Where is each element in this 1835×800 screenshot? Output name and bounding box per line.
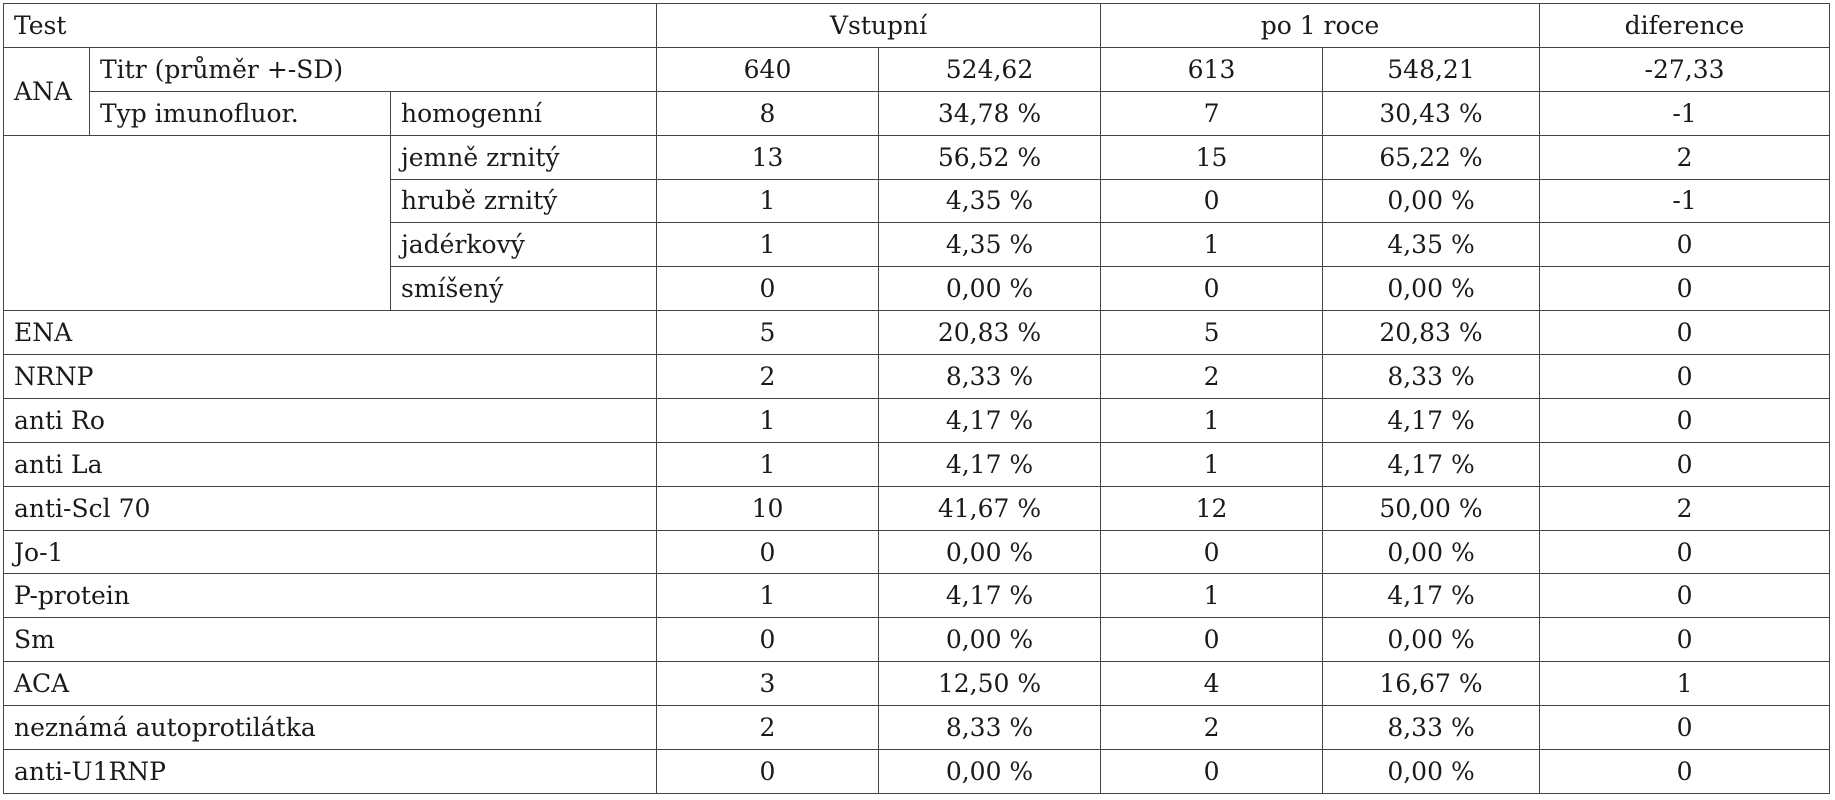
table-row [4,398,1830,442]
cell-po-1-roce-pct: 30,43 % [1323,91,1540,135]
cell-vstupni-pct: 12,50 % [879,662,1101,706]
cell-diference: 0 [1540,749,1830,793]
cell-po-1-roce-pct: 4,17 % [1323,442,1540,486]
header-row [4,4,1830,48]
cell-vstupni-n: 1 [657,398,879,442]
row-name: Sm [4,618,657,662]
cell-diference: 0 [1540,398,1830,442]
cell-diference: 0 [1540,618,1830,662]
cell-vstupni-pct: 56,52 % [879,135,1101,179]
header-vstupni: Vstupní [657,4,1101,48]
table-row [4,486,1830,530]
type-name: hrubě zrnitý [391,179,657,223]
cell-vstupni-pct: 4,17 % [879,398,1101,442]
type-name: jemně zrnitý [391,135,657,179]
titr-label: Titr (průměr +-SD) [90,47,657,91]
cell-po-1-roce-n: 0 [1101,749,1323,793]
type-name: jadérkový [391,223,657,267]
cell-vstupni-pct: 0,00 % [879,749,1101,793]
cell-vstupni-pct: 4,35 % [879,223,1101,267]
cell-po-1-roce-n: 4 [1101,662,1323,706]
type-name: smíšený [391,267,657,311]
table-row [4,442,1830,486]
cell-po-1-roce-n: 1 [1101,574,1323,618]
cell-po-1-roce-n: 1 [1101,398,1323,442]
cell-vstupni-n: 0 [657,749,879,793]
cell-vstupni-n: 0 [657,618,879,662]
table-row [4,749,1830,793]
cell-vstupni-pct: 0,00 % [879,530,1101,574]
row-name: neznámá autoprotilátka [4,706,657,750]
table-row [4,530,1830,574]
table-row [4,311,1830,355]
row-name: anti La [4,442,657,486]
cell-diference: 0 [1540,223,1830,267]
cell-vstupni-n: 1 [657,574,879,618]
cell-po-1-roce-n: 0 [1101,179,1323,223]
cell-vstupni-pct: 34,78 % [879,91,1101,135]
cell-diference: 0 [1540,442,1830,486]
table-row [4,91,1830,135]
row-name: anti Ro [4,398,657,442]
cell-po-1-roce-pct: 8,33 % [1323,706,1540,750]
table-row [4,662,1830,706]
cell-po-1-roce-pct: 4,35 % [1323,223,1540,267]
cell-po-1-roce-n: 15 [1101,135,1323,179]
cell-vstupni-pct: 0,00 % [879,267,1101,311]
row-name: Jo-1 [4,530,657,574]
table-row [4,135,1830,179]
cell-diference: 0 [1540,706,1830,750]
cell-po-1-roce-pct: 0,00 % [1323,749,1540,793]
cell-vstupni-pct: 4,17 % [879,442,1101,486]
cell-po-1-roce-n: 0 [1101,530,1323,574]
cell-po-1-roce-n: 613 [1101,47,1323,91]
row-name: P-protein [4,574,657,618]
cell-po-1-roce-n: 0 [1101,618,1323,662]
cell-vstupni-pct: 8,33 % [879,355,1101,399]
cell-vstupni-n: 5 [657,311,879,355]
empty-cell [4,135,391,311]
table-row [4,574,1830,618]
cell-po-1-roce-n: 1 [1101,442,1323,486]
cell-vstupni-n: 0 [657,267,879,311]
cell-vstupni-n: 0 [657,530,879,574]
cell-po-1-roce-pct: 0,00 % [1323,267,1540,311]
cell-diference: 0 [1540,355,1830,399]
row-name: anti-Scl 70 [4,486,657,530]
table-row [4,706,1830,750]
cell-po-1-roce-n: 0 [1101,267,1323,311]
row-name: anti-U1RNP [4,749,657,793]
cell-po-1-roce-n: 1 [1101,223,1323,267]
cell-po-1-roce-pct: 0,00 % [1323,530,1540,574]
cell-diference: 0 [1540,311,1830,355]
cell-vstupni-n: 2 [657,355,879,399]
table-row [4,618,1830,662]
cell-po-1-roce-pct: 8,33 % [1323,355,1540,399]
cell-vstupni-n: 1 [657,223,879,267]
typ-label: Typ imunofluor. [90,91,391,135]
cell-diference: 0 [1540,574,1830,618]
cell-diference: 0 [1540,267,1830,311]
row-name: ENA [4,311,657,355]
cell-vstupni-pct: 4,35 % [879,179,1101,223]
cell-po-1-roce-n: 5 [1101,311,1323,355]
cell-vstupni-pct: 0,00 % [879,618,1101,662]
cell-po-1-roce-pct: 4,17 % [1323,398,1540,442]
cell-vstupni-pct: 8,33 % [879,706,1101,750]
cell-vstupni-pct: 20,83 % [879,311,1101,355]
cell-po-1-roce-n: 2 [1101,355,1323,399]
cell-vstupni-pct: 41,67 % [879,486,1101,530]
cell-vstupni-n: 8 [657,91,879,135]
antibody-rows [4,311,1830,794]
cell-vstupni-n: 640 [657,47,879,91]
cell-diference: 2 [1540,486,1830,530]
type-name: homogenní [391,91,657,135]
cell-po-1-roce-pct: 0,00 % [1323,179,1540,223]
cell-vstupni-value: 524,62 [879,47,1101,91]
cell-po-1-roce-value: 548,21 [1323,47,1540,91]
cell-vstupni-n: 3 [657,662,879,706]
cell-po-1-roce-n: 12 [1101,486,1323,530]
cell-vstupni-n: 13 [657,135,879,179]
cell-diference: -27,33 [1540,47,1830,91]
cell-vstupni-pct: 4,17 % [879,574,1101,618]
cell-vstupni-n: 10 [657,486,879,530]
cell-po-1-roce-pct: 20,83 % [1323,311,1540,355]
cell-diference: -1 [1540,179,1830,223]
cell-po-1-roce-n: 7 [1101,91,1323,135]
cell-vstupni-n: 1 [657,179,879,223]
cell-diference: 0 [1540,530,1830,574]
table-row [4,47,1830,91]
table-row [4,355,1830,399]
cell-po-1-roce-pct: 65,22 % [1323,135,1540,179]
cell-diference: 2 [1540,135,1830,179]
cell-po-1-roce-pct: 16,67 % [1323,662,1540,706]
ana-label: ANA [4,47,90,135]
cell-po-1-roce-n: 2 [1101,706,1323,750]
cell-diference: 1 [1540,662,1830,706]
header-po-1-roce: po 1 roce [1101,4,1540,48]
cell-po-1-roce-pct: 0,00 % [1323,618,1540,662]
cell-po-1-roce-pct: 50,00 % [1323,486,1540,530]
cell-vstupni-n: 2 [657,706,879,750]
row-name: ACA [4,662,657,706]
row-name: NRNP [4,355,657,399]
results-table [3,3,1830,794]
header-diference: diference [1540,4,1830,48]
header-test: Test [4,4,657,48]
cell-po-1-roce-pct: 4,17 % [1323,574,1540,618]
cell-diference: -1 [1540,91,1830,135]
cell-vstupni-n: 1 [657,442,879,486]
